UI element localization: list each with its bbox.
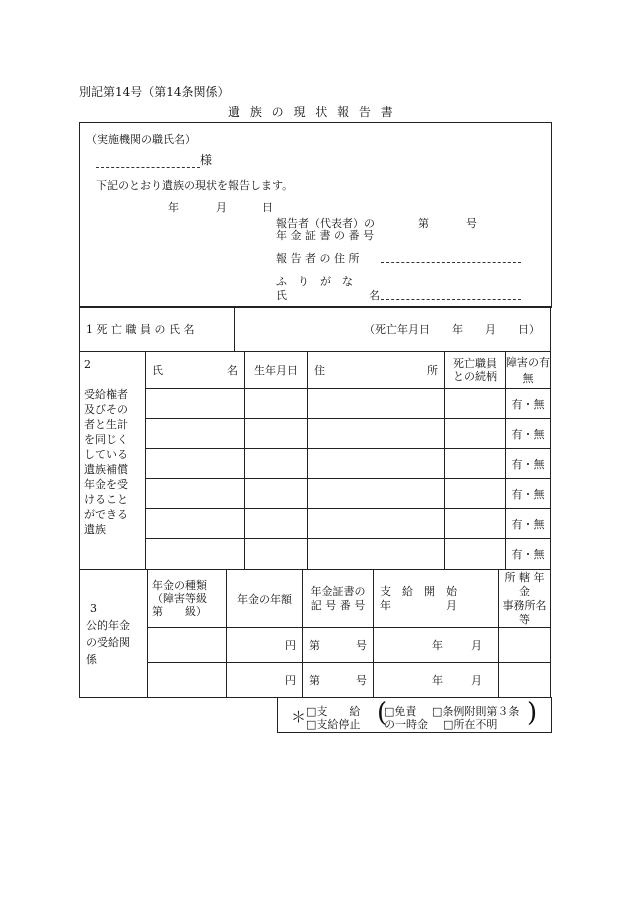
- name-label-2: 名: [369, 289, 380, 302]
- cell-relation[interactable]: [445, 449, 506, 479]
- cell-address[interactable]: [308, 419, 445, 449]
- cell-birth[interactable]: [245, 449, 308, 479]
- agency-label: （実施機関の職氏名）: [86, 133, 196, 146]
- cell-birth[interactable]: [245, 389, 308, 419]
- furigana-label: ふ り が な: [276, 275, 353, 288]
- section2-table: [79, 351, 551, 570]
- cell-address[interactable]: [308, 509, 445, 539]
- table-row: [80, 509, 551, 539]
- name-label-1: 氏: [276, 289, 287, 302]
- brace-left: (: [377, 698, 388, 728]
- cell-cert-number[interactable]: 第 号: [303, 628, 374, 663]
- table-row: [80, 628, 551, 663]
- section2-side-label: [80, 352, 146, 570]
- option-menseki[interactable]: □免責: [384, 705, 417, 718]
- sama-label: 様: [200, 153, 213, 167]
- date-month-label: 月: [216, 201, 227, 214]
- col-header-relation: 死亡職員 との続柄: [445, 352, 506, 389]
- cell-address[interactable]: [308, 389, 445, 419]
- cell-pension-type[interactable]: [148, 663, 227, 698]
- address-field[interactable]: [381, 250, 521, 263]
- cell-relation[interactable]: [445, 539, 506, 570]
- cell-name[interactable]: [146, 419, 245, 449]
- table-row: [80, 663, 551, 698]
- cell-name[interactable]: [146, 449, 245, 479]
- cell-birth[interactable]: [245, 509, 308, 539]
- cell-birth[interactable]: [245, 479, 308, 509]
- section3-number: 3: [90, 601, 97, 615]
- cell-relation[interactable]: [445, 389, 506, 419]
- cell-disability[interactable]: 有・無: [506, 419, 551, 449]
- cell-address[interactable]: [308, 449, 445, 479]
- option-fumei[interactable]: □所在不明: [443, 718, 498, 731]
- address-label: 報 告 者 の 住 所: [276, 252, 360, 265]
- table-row: [80, 419, 551, 449]
- form-id: 別記第14号（第14条関係）: [79, 85, 230, 99]
- cell-disability[interactable]: 有・無: [506, 509, 551, 539]
- cell-payment-start[interactable]: 年 月: [374, 663, 499, 698]
- option-fusoku[interactable]: □条例附則第３条: [432, 705, 520, 718]
- section3-table: [79, 569, 551, 698]
- col-header-annual-amount: 年金の年額: [227, 570, 303, 628]
- page-title: 遺 族 の 現 状 報 告 書: [228, 105, 396, 119]
- brace-right: ): [527, 698, 538, 728]
- agency-name-field[interactable]: [96, 151, 212, 168]
- cell-relation[interactable]: [445, 509, 506, 539]
- cell-disability[interactable]: 有・無: [506, 389, 551, 419]
- section2-number: 2: [84, 358, 91, 371]
- cell-birth[interactable]: [245, 539, 308, 570]
- cell-payment-start[interactable]: 年 月: [374, 628, 499, 663]
- cell-name[interactable]: [146, 539, 245, 570]
- cell-name[interactable]: [146, 509, 245, 539]
- cell-name[interactable]: [146, 479, 245, 509]
- section1-table: [79, 306, 551, 352]
- cell-pension-office[interactable]: [499, 663, 551, 698]
- col-header-payment-start: 支 給 開 始 年 月: [374, 570, 499, 628]
- reporter-cert-dai: 第: [418, 217, 429, 230]
- reporter-cert-label-2: 年 金 証 書 の 番 号: [276, 229, 374, 242]
- cell-disability[interactable]: 有・無: [506, 449, 551, 479]
- cell-address[interactable]: [308, 479, 445, 509]
- section3-side-label: 3 公的年金 の受給関 係: [80, 570, 148, 698]
- cell-birth[interactable]: [245, 419, 308, 449]
- col-header-cert-number: 年金証書の 記 号 番 号: [303, 570, 374, 628]
- cell-address[interactable]: [308, 539, 445, 570]
- deceased-name-label: 1 死 亡 職 員 の 氏 名: [80, 307, 235, 352]
- col-header-birth: 生年月日: [245, 352, 308, 389]
- table-row: [80, 389, 551, 419]
- cell-pension-office[interactable]: [499, 628, 551, 663]
- death-date-field[interactable]: （死亡年月日 年 月 日）: [235, 307, 551, 352]
- reporter-cert-go: 号: [466, 217, 477, 230]
- cell-pension-type[interactable]: [148, 628, 227, 663]
- col-header-address: 住 所: [308, 352, 445, 389]
- option-shikyu-teishi[interactable]: □支給停止: [306, 718, 361, 731]
- cell-disability[interactable]: 有・無: [506, 539, 551, 570]
- table-row: [80, 539, 551, 570]
- section2-side-text: 受給権者 及びその 者と生計 を同じく している 遺族補償 年金を受 けること ができる 遺族: [84, 388, 128, 536]
- col-header-pension-office: 所 轄 年 金 事務所名等: [499, 570, 551, 628]
- col-header-name: 氏 名: [146, 352, 245, 389]
- intro-text: 下記のとおり遺族の現状を報告します。: [96, 179, 294, 192]
- table-row: [80, 479, 551, 509]
- cell-relation[interactable]: [445, 479, 506, 509]
- asterisk-mark: ＊: [291, 708, 307, 726]
- name-field[interactable]: [381, 287, 521, 300]
- col-header-pension-type: 年金の種類 （障害等級 第 級）: [148, 570, 227, 628]
- cell-name[interactable]: [146, 389, 245, 419]
- option-ichiji-label: の一時金: [384, 718, 428, 731]
- option-shikyu[interactable]: □支 給: [306, 705, 361, 718]
- date-day-label: 日: [262, 201, 273, 214]
- cell-cert-number[interactable]: 第 号: [303, 663, 374, 698]
- cell-annual-amount[interactable]: 円: [227, 628, 303, 663]
- cell-annual-amount[interactable]: 円: [227, 663, 303, 698]
- col-header-disability: 障害の有無: [506, 352, 551, 389]
- table-row: [80, 449, 551, 479]
- cell-disability[interactable]: 有・無: [506, 479, 551, 509]
- cell-relation[interactable]: [445, 419, 506, 449]
- reporter-cert-label-1: 報告者（代表者）の: [276, 217, 375, 230]
- date-year-label: 年: [168, 201, 179, 214]
